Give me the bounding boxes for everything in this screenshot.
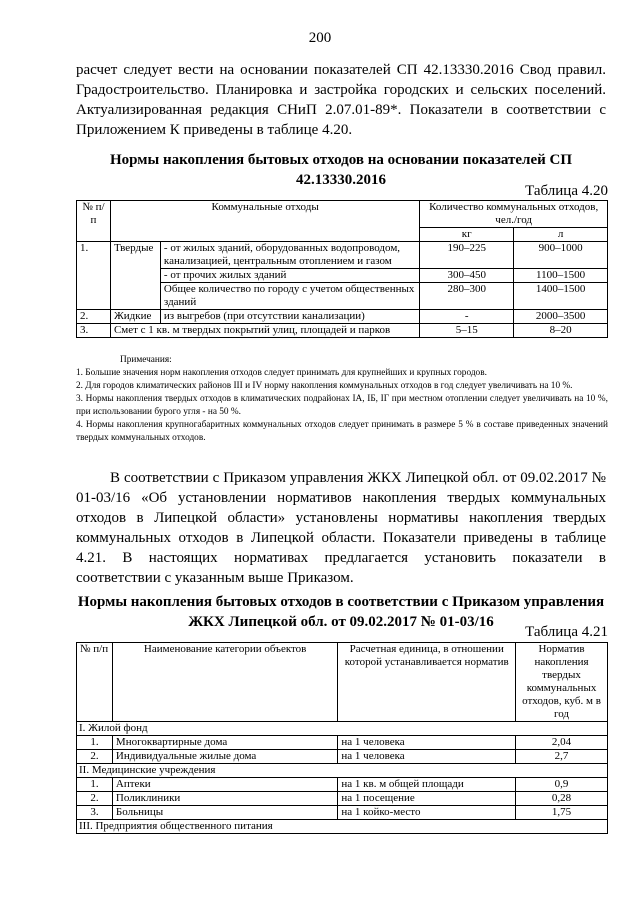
row-num: 1. [77,736,113,750]
row-desc: Общее количество по городу с учетом общественных зданий [160,283,419,310]
table1-caption: Таблица 4.20 [525,183,608,199]
note-item: 1. Большие значения норм накопления отходов следует принимать для крупнейших и крупных городов. [76,368,487,378]
row-unit: на 1 кв. м общей площади [338,778,516,792]
page-number: 200 [308,30,332,46]
row-kg: 5–15 [420,324,514,338]
table-row [77,792,608,806]
row-kg: - [420,310,514,324]
header-name: Наименование категории объектов [112,643,337,722]
row-category: Твердые [110,242,160,310]
header-kg: кг [420,228,514,242]
row-num: 3. [77,806,113,820]
row-desc: - от жилых зданий, оборудованных водопроводом, канализацией, центральным отоплением и газом [160,242,419,269]
row-desc: - от прочих жилых зданий [160,269,419,283]
table-header-row [77,201,608,228]
row-l: 1400–1500 [514,283,608,310]
group-label: II. Медицинские учреждения [77,764,608,778]
row-l: 1100–1500 [514,269,608,283]
row-value: 2,04 [516,736,608,750]
lipetsk-norms-table [76,642,608,834]
intro-paragraph: расчет следует вести на основании показателей СП 42.13330.2016 Свод правил. Градостроительство. Планировка и застройка городских и сельских поселений. Актуализированная редакция СНиП 2.07.01-89*. Показатели в соответствии с Приложением К приведены в таблице 4.20. [76,62,606,138]
row-name: Больницы [112,806,337,820]
table-row [77,324,608,338]
table-header-row [77,643,608,722]
row-kg: 280–300 [420,283,514,310]
row-num: 2. [77,750,113,764]
header-quantity: Количество коммунальных отходов, чел./год [420,201,608,228]
table-row [77,310,608,324]
header-num: № п/п [77,201,111,242]
row-l: 900–1000 [514,242,608,269]
row-value: 0,9 [516,778,608,792]
row-unit: на 1 человека [338,750,516,764]
row-unit: на 1 человека [338,736,516,750]
table-row [77,736,608,750]
note-item: 4. Нормы накопления крупногабаритных коммунальных отходов следует принимать в размере 5 % в составе приведенных значений твердых коммунальных отходов. [76,420,608,443]
row-category: Жидкие [110,310,160,324]
group-row [77,764,608,778]
header-waste: Коммунальные отходы [110,201,419,242]
row-name: Поликлиники [112,792,337,806]
header-unit: Расчетная единица, в отношении которой устанавливается норматив [338,643,516,722]
row-kg: 300–450 [420,269,514,283]
row-unit: на 1 посещение [338,792,516,806]
row-unit: на 1 койко-место [338,806,516,820]
header-norm: Норматив накопления твердых коммунальных отходов, куб. м в год [516,643,608,722]
group-row [77,722,608,736]
waste-norms-table [76,200,608,338]
middle-paragraph: В соответствии с Приказом управления ЖКХ Липецкой обл. от 09.02.2017 № 01-03/16 «Об установлении нормативов накопления твердых коммунальных отходов в Липецкой области» установлены нормативы накопления твердых коммунальных отходов в Липецкой области. Показатели приведены в таблице 4.21. В настоящих нормативах предлагается установить показатели в соответствии с указанным выше Приказом. [76,470,606,586]
table1-notes [76,354,608,445]
table2-heading: Нормы накопления бытовых отходов в соответствии с Приказом управления ЖКХ Липецкой обл. от 09.02.2017 № 01-03/16 [77,594,605,630]
table-row [77,242,608,269]
group-row [77,820,608,834]
header-l: л [514,228,608,242]
row-name: Индивидуальные жилые дома [112,750,337,764]
row-l: 8–20 [514,324,608,338]
row-num: 1. [77,778,113,792]
group-label: III. Предприятия общественного питания [77,820,608,834]
table-row [77,750,608,764]
row-num: 2. [77,792,113,806]
row-desc: Смет с 1 кв. м твердых покрытий улиц, площадей и парков [110,324,419,338]
row-num: 3. [77,324,111,338]
row-desc: из выгребов (при отсутствии канализации) [160,310,419,324]
row-num: 2. [77,310,111,324]
row-kg: 190–225 [420,242,514,269]
header-num: № п/п [77,643,113,722]
row-value: 1,75 [516,806,608,820]
table-row [77,806,608,820]
row-value: 0,28 [516,792,608,806]
table-row [77,778,608,792]
row-name: Многоквартирные дома [112,736,337,750]
row-value: 2,7 [516,750,608,764]
row-num: 1. [77,242,111,310]
row-name: Аптеки [112,778,337,792]
note-item: 3. Нормы накопления твердых отходов в климатических подрайонах IA, IБ, IГ при местном отоплении следует увеличивать на 10 %, при использовании бурого угля - на 50 %. [76,394,608,417]
notes-title: Примечания: [120,355,172,365]
table2-caption: Таблица 4.21 [525,624,608,640]
note-item: 2. Для городов климатических районов III и IV норму накопления коммунальных отходов в год следует увеличивать на 10 %. [76,381,573,391]
row-l: 2000–3500 [514,310,608,324]
group-label: I. Жилой фонд [77,722,608,736]
table1-heading: Нормы накопления бытовых отходов на основании показателей СП 42.13330.2016 [109,152,572,188]
